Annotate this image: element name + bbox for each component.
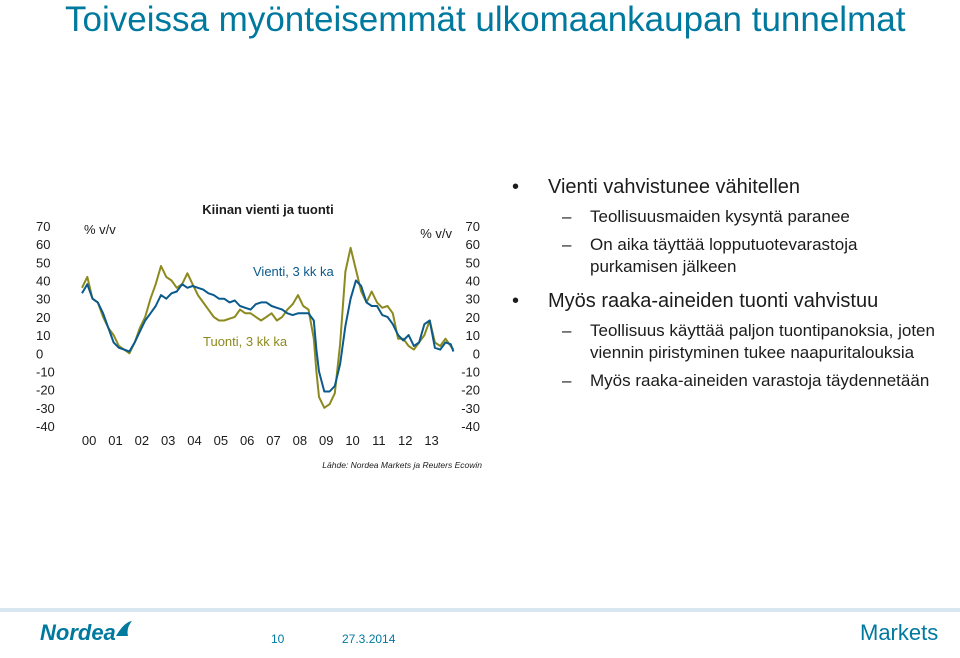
sub-bullet-item	[510, 206, 950, 228]
y-tick-label-left: 0	[36, 346, 44, 362]
y-tick-label-left: -40	[36, 419, 55, 434]
y-tick-label-right: -20	[461, 382, 480, 398]
bullet-dot-icon: •	[512, 176, 520, 198]
y-axis-right	[461, 219, 480, 434]
dash-icon: –	[562, 371, 572, 390]
chart-source: Lähde: Nordea Markets ja Reuters Ecowin	[322, 460, 482, 470]
bullet-text: Myös raaka-aineiden tuonti vahvistuu	[548, 290, 879, 312]
x-tick-label: 08	[292, 433, 308, 448]
sub-bullet-item	[510, 234, 950, 278]
page-number: 10	[271, 632, 285, 646]
y-tick-label-left: 40	[36, 273, 51, 289]
x-tick-label: 12	[397, 433, 413, 448]
slide-footer	[0, 608, 960, 658]
nordea-logo: Nordea	[40, 620, 116, 645]
y-tick-label-left: -30	[36, 400, 55, 416]
legend-tuonti: Tuonti, 3 kk ka	[203, 334, 288, 349]
y-tick-label-left: -10	[36, 364, 55, 380]
slide-date: 27.3.2014	[342, 632, 396, 646]
y-tick-label-left: 10	[36, 328, 51, 344]
x-axis	[82, 433, 439, 448]
bullet-item	[510, 174, 950, 200]
y-tick-label-right: 40	[465, 273, 480, 289]
bullet-item	[510, 288, 950, 314]
sub-bullet-text: Teollisuusmaiden kysyntä paranee	[590, 207, 850, 226]
ylabel-right: % v/v	[420, 226, 452, 241]
x-tick-label: 07	[266, 433, 281, 448]
y-tick-label-left: -20	[36, 382, 55, 398]
x-tick-label: 02	[134, 433, 150, 448]
y-tick-label-left: 30	[36, 291, 51, 307]
sub-bullet-text: Myös raaka-aineiden varastoja täydennetään	[590, 371, 930, 390]
dash-icon: –	[562, 321, 572, 340]
y-tick-label-left: 20	[36, 309, 51, 325]
y-tick-label-right: 70	[465, 219, 480, 234]
bullet-list	[510, 170, 950, 392]
y-tick-label-right: 60	[465, 237, 480, 253]
x-tick-label: 09	[318, 433, 334, 448]
sub-bullet-text: Teollisuus käyttää paljon tuontipanoksia, joten viennin piristyminen tukee naapuritalouksia	[590, 321, 935, 362]
x-tick-label: 04	[187, 433, 202, 448]
x-tick-label: 03	[160, 433, 176, 448]
china-trade-chart	[0, 190, 490, 480]
x-tick-label: 10	[345, 433, 360, 448]
y-tick-label-right: 50	[465, 255, 480, 271]
sub-bullet-item	[510, 370, 950, 392]
y-tick-label-right: -10	[461, 364, 480, 380]
dash-icon: –	[562, 235, 572, 254]
ylabel-left: % v/v	[84, 222, 116, 237]
slide-title: Toiveissa myönteisemmät ulkomaankaupan tunnelmat	[65, 0, 906, 39]
y-tick-label-right: 30	[465, 291, 480, 307]
x-tick-label: 05	[213, 433, 229, 448]
dash-icon: –	[562, 207, 572, 226]
bullet-dot-icon: •	[512, 290, 520, 312]
x-tick-label: 13	[424, 433, 439, 448]
bullet-text: Vienti vahvistunee vähitellen	[548, 176, 801, 198]
x-tick-label: 01	[108, 433, 123, 448]
x-tick-label: 11	[372, 433, 386, 448]
markets-logo: Markets	[860, 620, 939, 645]
y-tick-label-left: 50	[36, 255, 51, 271]
y-tick-label-right: 0	[472, 346, 480, 362]
x-tick-label: 06	[239, 433, 255, 448]
y-tick-label-right: -40	[461, 419, 480, 434]
y-tick-label-right: 20	[465, 309, 480, 325]
sail-icon	[114, 620, 134, 638]
sub-bullet-text: On aika täyttää lopputuotevarastoja purkamisen jälkeen	[590, 235, 858, 276]
y-tick-label-left: 60	[36, 237, 51, 253]
y-axis-left	[36, 219, 55, 434]
legend-vienti: Vienti, 3 kk ka	[253, 264, 334, 279]
sub-bullet-item	[510, 320, 950, 364]
y-tick-label-right: -30	[461, 400, 480, 416]
y-tick-label-left: 70	[36, 219, 51, 234]
chart-title: Kiinan vienti ja tuonti	[202, 202, 334, 217]
x-tick-label: 00	[81, 433, 97, 448]
y-tick-label-right: 10	[465, 328, 480, 344]
footer-band	[0, 608, 960, 612]
